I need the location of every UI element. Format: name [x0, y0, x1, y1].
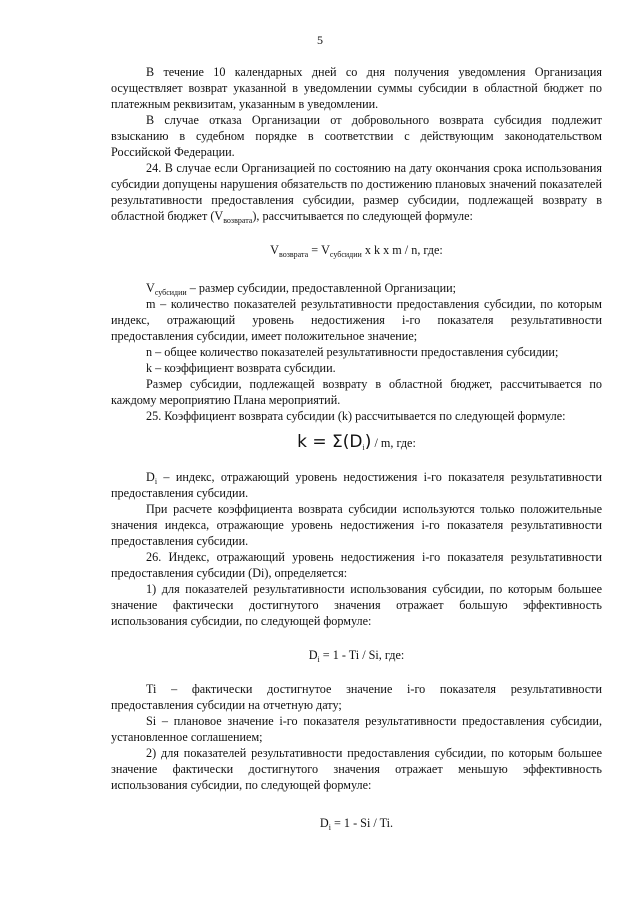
- formula-index-1-d: D: [308, 648, 318, 662]
- formula-coefficient-end: / m, где:: [371, 436, 416, 450]
- definition-di: [111, 469, 602, 501]
- definition-di-symbol: D: [146, 470, 155, 484]
- paragraph-refund-deadline: В течение 10 календарных дней со дня получения уведомления Организация осуществляет возврат указанной в уведомлении суммы субсидии в областной бюджет по платежным реквизитам, указанным в уведомлении.: [111, 65, 602, 111]
- definition-v-subscript: субсидии: [154, 288, 187, 297]
- definition-v-text: – размер субсидии, предоставленной Организации;: [186, 281, 457, 295]
- definition-si: Si – плановое значение i-го показателя результативности предоставления субсидии, установленное соглашением;: [111, 714, 602, 744]
- definition-ti: Ti – фактически достигнутое значение i-го показателя результативности предоставления субсидии на отчетную дату;: [111, 682, 602, 712]
- formula-index-1-sub: i: [317, 655, 320, 664]
- formula-coefficient-main: k = Σ(D: [297, 432, 363, 452]
- formula-index-1: [111, 647, 602, 663]
- formula-refund-v: V: [270, 243, 279, 257]
- paragraph-24-end: ), рассчитывается по следующей формуле:: [252, 209, 473, 223]
- formula-coefficient: [111, 434, 602, 451]
- paragraph-26: 26. Индекс, отражающий уровень недостижения i-го показателя результативности предоставления субсидии (Di), определяется:: [111, 550, 602, 580]
- formula-index-2: [111, 815, 602, 831]
- formula-refund-mid: = V: [308, 243, 330, 257]
- paragraph-25: 25. Коэффициент возврата субсидии (k) рассчитывается по следующей формуле:: [146, 409, 566, 423]
- paragraph-24-subscript: возврата: [223, 216, 253, 225]
- paragraph-26-case-1: 1) для показателей результативности использования субсидии, по которым большее значение фактически достигнутого значения отражает большую эффективность использования субсидии, по следующей формуле:: [111, 582, 602, 628]
- paragraph-26-case-2: 2) для показателей результативности предоставления субсидии, по которым большее значение фактически достигнутого значения отражает меньшую эффективность использования субсидии, по следующей формуле:: [111, 746, 602, 792]
- formula-index-1-end: = 1 - Ti / Si, где:: [319, 648, 405, 662]
- formula-index-2-end: = 1 - Si / Ti.: [330, 816, 394, 830]
- formula-coefficient-sub: i: [362, 443, 365, 452]
- formula-refund-end: x k x m / n, где:: [361, 243, 443, 257]
- definition-v-subsidy: [111, 280, 602, 296]
- formula-coefficient-paren: ): [364, 432, 372, 452]
- document-body: [111, 64, 602, 831]
- paragraph-refusal: В случае отказа Организации от добровольного возврата субсидия подлежит взысканию в судебном порядке в соответствии с действующим законодательством Российской Федерации.: [111, 113, 602, 159]
- formula-refund-sub2: субсидии: [329, 250, 362, 259]
- formula-refund-sub1: возврата: [278, 250, 309, 259]
- definition-v-symbol: V: [146, 281, 155, 295]
- paragraph-24-text: 24. В случае если Организацией по состоянию на дату окончания срока использования субсидии допущены нарушения обязательств по достижению плановых значений показателей результативности предоставления субсидии, размер субсидии, подлежащей возврату в областной бюджет (V: [111, 161, 602, 223]
- paragraph-per-activity: Размер субсидии, подлежащей возврату в областной бюджет, рассчитывается по каждому мероприятию Плана мероприятий.: [111, 377, 602, 407]
- definition-n: n – общее количество показателей результативности предоставления субсидии;: [146, 345, 559, 359]
- formula-refund: [111, 242, 602, 258]
- definition-k: k – коэффициент возврата субсидии.: [146, 361, 336, 375]
- definition-di-subscript: i: [154, 477, 158, 486]
- definition-m: m – количество показателей результативности предоставления субсидии, по которым индекс, отражающий уровень недостижения i-го показателя результативности предоставления субсидии, имеет положительное значение;: [111, 297, 602, 343]
- paragraph-positive-values: При расчете коэффициента возврата субсидии используются только положительные значения индекса, отражающие уровень недостижения i-го показателя результативности предоставления субсидии.: [111, 502, 602, 548]
- page-number: 5: [317, 33, 323, 47]
- paragraph-24: [111, 160, 602, 224]
- formula-index-2-sub: i: [328, 823, 331, 832]
- definition-di-text: – индекс, отражающий уровень недостижения i-го показателя результативности предоставления субсидии.: [111, 470, 602, 500]
- formula-index-2-d: D: [319, 816, 329, 830]
